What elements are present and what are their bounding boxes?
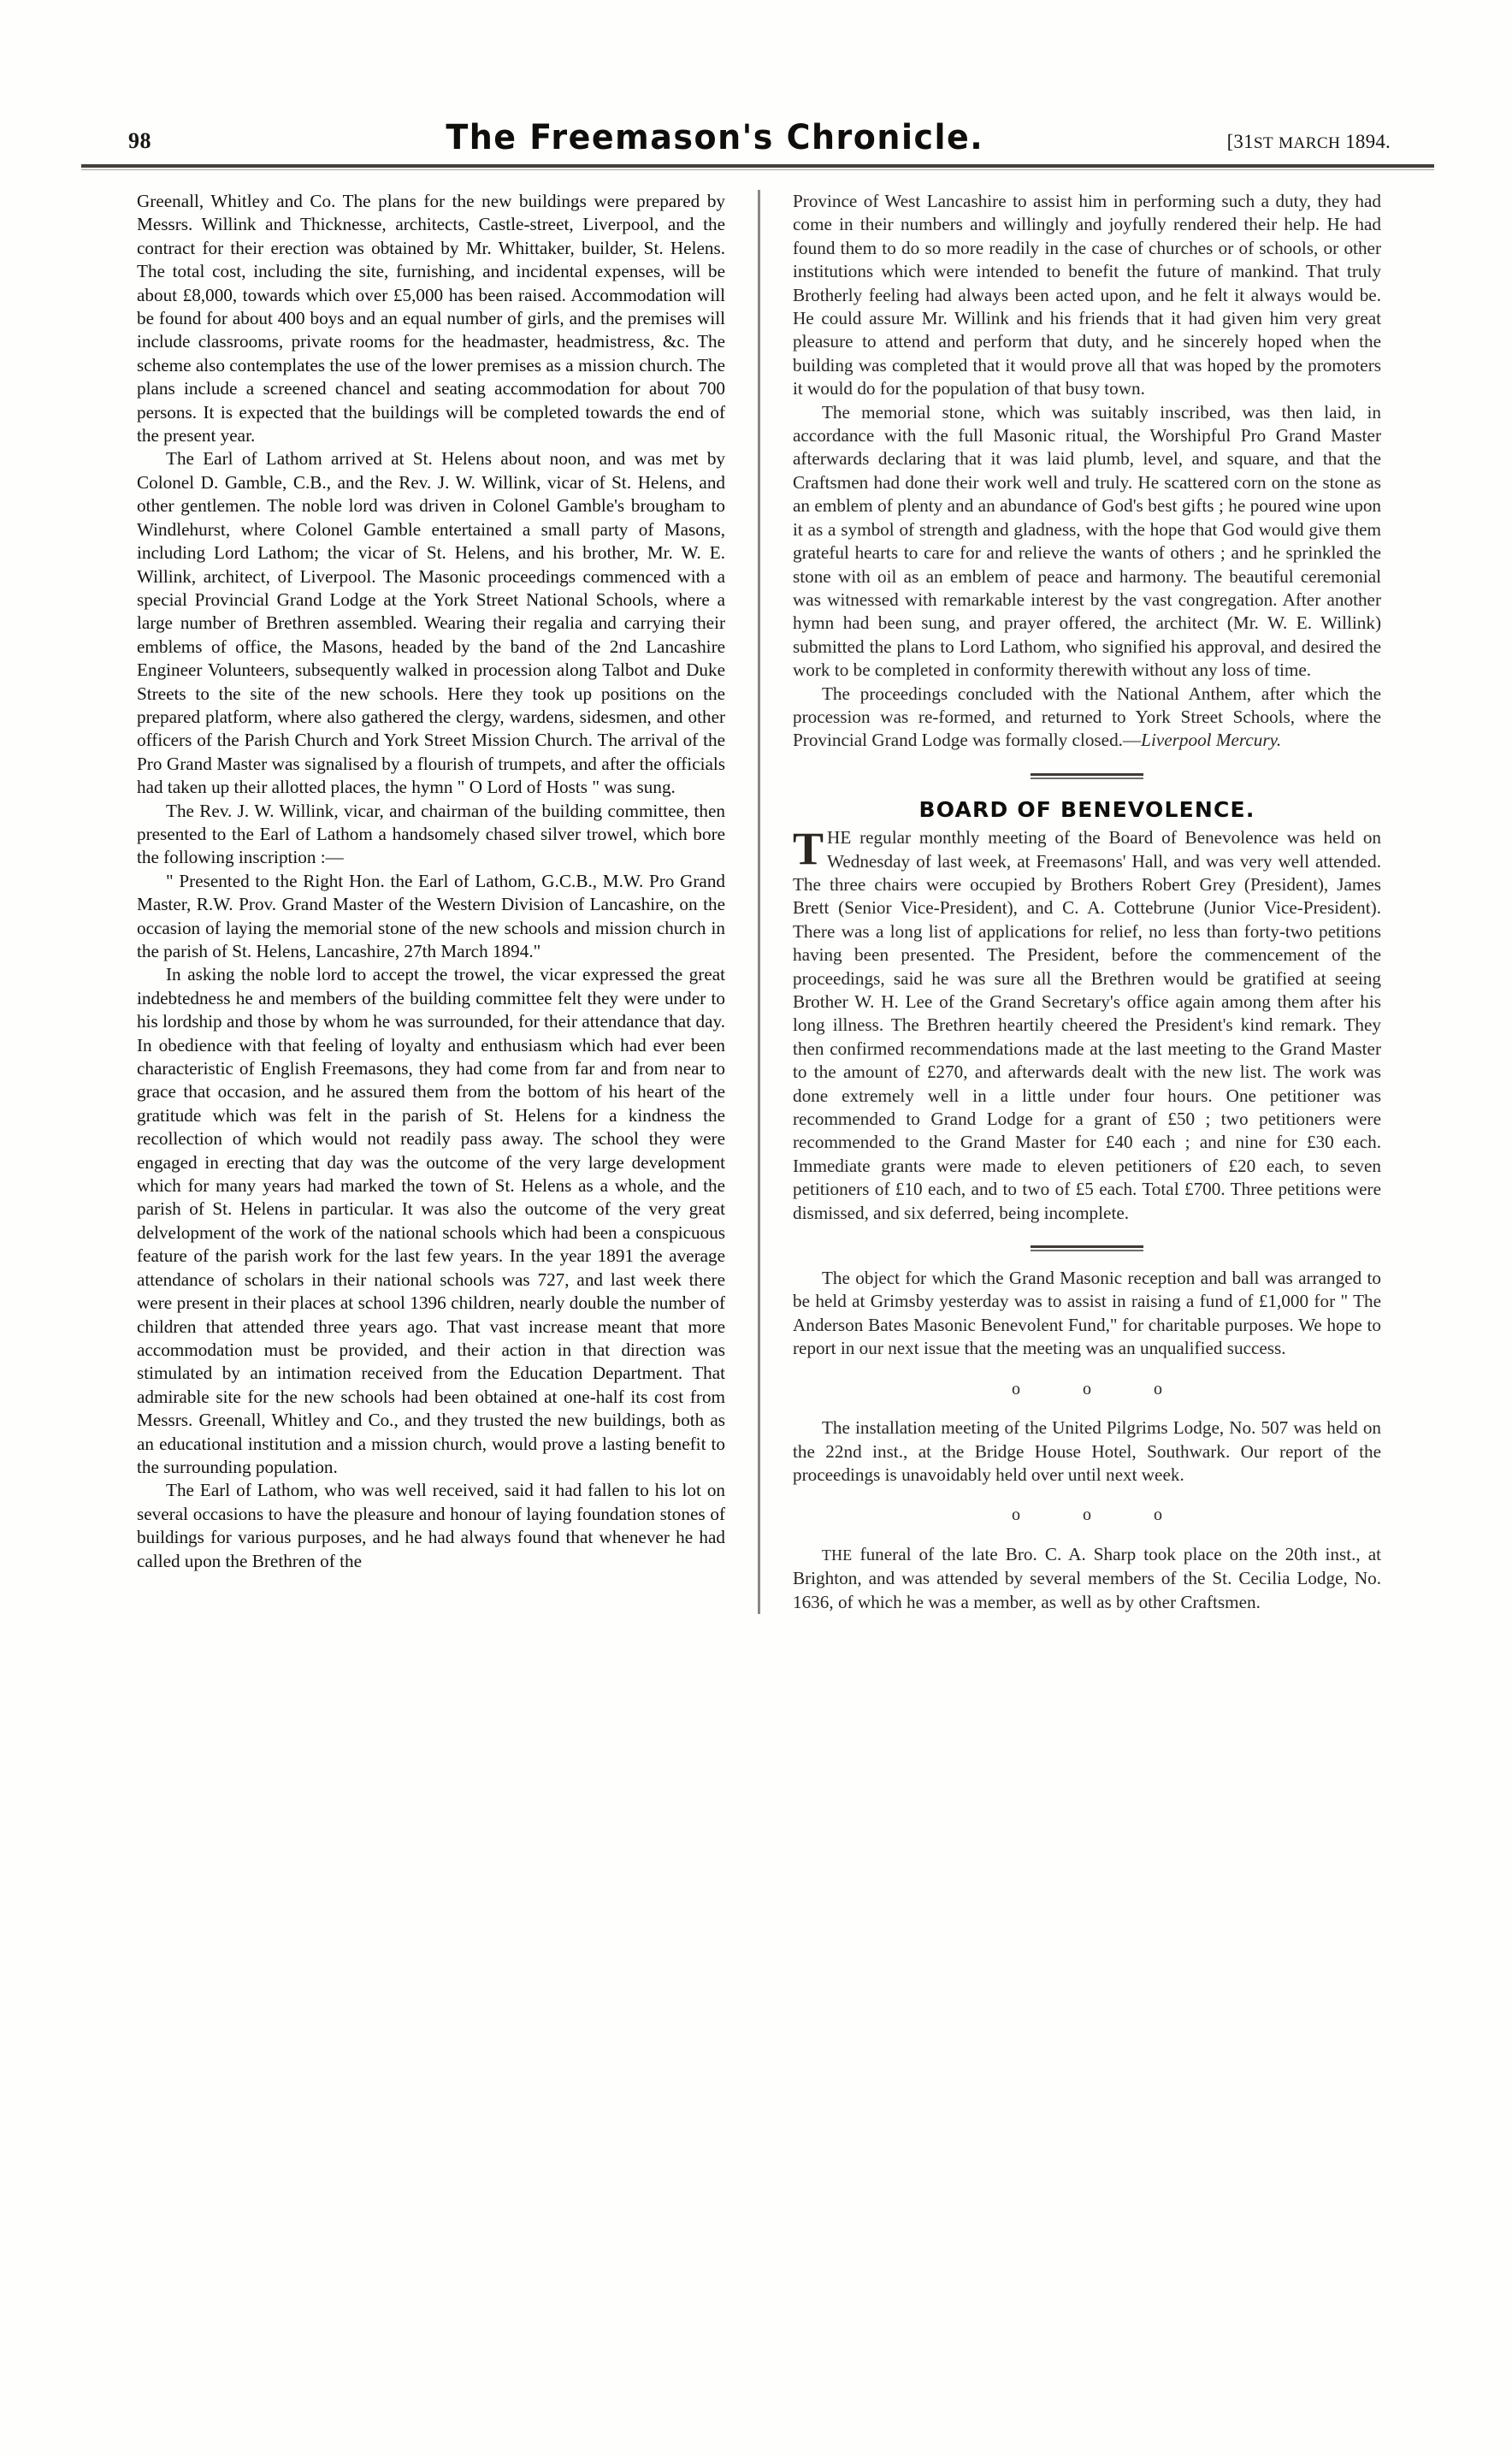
issue-date-month: MARCH bbox=[1278, 134, 1341, 152]
issue-date bbox=[1227, 131, 1391, 153]
section-paragraph-text: HE regular monthly meeting of the Board of Benevolence was held on Wednesday of last week, at Freemasons' Hall, and was very well attended. The three chairs were occupied by Brothers Robert Grey (President), James Brett (Senior Vice-President), and C. A. Cottebrune (Junior Vice-President). There was a long list of applications for relief, no less than forty-two petitions having been presented. The President, before the commencement of the proceedings, said he was sure all the Brethren would be gratified at seeing Brother W. H. Lee of the Grand Secretary's office again among them after his long illness. The Brethren heartily cheered the President's kind remark. They then confirmed recommendations made at the last meeting to the Grand Master to the amount of £270, and afterwards dealt with the new list. The work was done extremely well in a little under four hours. One petitioner was recommended to Grand Lodge for a grant of £50 ; two petitioners were recommended to the Grand Master for £40 each ; and nine for £30 each. Immediate grants were made to eleven petitioners of £20 each, to seven petitioners of £10 each, and to two of £5 each. Total £700. Three petitions were dismissed, and six deferred, being incomplete. bbox=[792, 827, 1382, 1223]
obituary-lead-smallcaps: THE bbox=[821, 1546, 853, 1564]
note-paragraph: The object for which the Grand Masonic reception and ball was arranged to be held at Grimsby yesterday was to assist in raising a fund of £1,000 for " The Anderson Bates Masonic Benevolent Fund," for charitable purposes. We hope to report in our next issue that the meeting was an unqualified success. bbox=[792, 1268, 1382, 1359]
paragraph: Province of West Lancashire to assist him in performing such a duty, they had come in their numbers and willingly and joyfully rendered their help. He had found them to do so more readily in the case of churches or of schools, or other institutions which were intended to benefit the future of mankind. That truly Brotherly feeling had always been acted upon, and he felt it always would be. He could assure Mr. Willink and his friends that it had given him very great pleasure to attend and perform that duty, and he sincerely hoped when the building was completed that it would prove all that was hoped by the promoters it would do for the population of that busy town. bbox=[792, 191, 1382, 399]
page-folio: 98 bbox=[128, 128, 151, 153]
dot-separator: o o o bbox=[1012, 1379, 1191, 1398]
paragraph: The Earl of Lathom, who was well received, said it had fallen to his lot on several occasions to have the pleasure and honour of laying foundation stones of buildings for various purposes, and he had always found that whenever he had called upon the Brethren of the bbox=[137, 1480, 726, 1571]
paragraph: Greenall, Whitley and Co. The plans for the new buildings were prepared by Messrs. Willink and Thicknesse, architects, Castle-street, Liverpool, and the contract for their erection was obtained by Mr. Whittaker, builder, St. Helens. The total cost, including the site, furnishing, and incidental expenses, will be about £8,000, towards which over £5,000 has been raised. Accommodation will be found for about 400 boys and an equal number of girls, and the premises will include classrooms, private rooms for the headmaster, headmistress, &c. The scheme also contemplates the use of the lower premises as a mission church. The plans include a screened chancel and seating accommodation for about 700 persons. It is expected that the buildings will be completed towards the end of the present year. bbox=[137, 191, 726, 446]
paragraph: The Earl of Lathom arrived at St. Helens about noon, and was met by Colonel D. Gamble, C.B., and the Rev. J. W. Willink, vicar of St. Helens, and other gentlemen. The noble lord was driven in Colonel Gamble's brougham to Windlehurst, where Colonel Gamble entertained a small party of Masons, including Lord Lathom; the vicar of St. Helens, and his brother, Mr. W. E. Willink, architect, of Liverpool. The Masonic proceedings commenced with a special Provincial Grand Lodge at the York Street National Schools, where a large number of Brethren assembled. Wearing their regalia and carrying their emblems of office, the Masons, headed by the band of the 2nd Lancashire Engineer Volunteers, subsequently walked in procession along Talbot and Duke Streets to the site of the new schools. Here they took up positions on the prepared platform, where also gathered the clergy, wardens, sidesmen, and other officers of the Parish Church and York Street Mission Church. The arrival of the Pro Grand Master was signalised by a flourish of trumpets, and after the officials had taken up their allotted places, the hymn " O Lord of Hosts " was sung. bbox=[137, 448, 726, 798]
column-left bbox=[137, 190, 747, 1614]
section-heading-board-of-benevolence: BOARD OF BENEVOLENCE. bbox=[918, 796, 1255, 822]
issue-date-ordinal: ST bbox=[1253, 134, 1273, 152]
issue-date-bracket: [31 bbox=[1226, 131, 1254, 152]
note-paragraph: The installation meeting of the United Pilgrims Lodge, No. 507 was held on the 22nd inst., at the Bridge House Hotel, Southwark. Our report of the proceedings is unavoidably held over until next week. bbox=[792, 1417, 1382, 1485]
source-attribution: Liverpool Mercury bbox=[1141, 730, 1277, 751]
dot-separator: o o o bbox=[1012, 1505, 1191, 1525]
obituary-paragraph bbox=[793, 1543, 1381, 1614]
header-rule bbox=[81, 164, 1434, 168]
drop-cap-letter: T bbox=[792, 823, 824, 875]
section-divider-rule bbox=[1031, 773, 1143, 776]
paragraph-with-source bbox=[793, 683, 1381, 753]
section-divider-rule bbox=[1031, 1245, 1143, 1248]
source-attribution-period: . bbox=[1276, 730, 1282, 751]
obituary-text: funeral of the late Bro. C. A. Sharp took place on the 20th inst., at Brighton, and was attended by several members of the St. Cecilia Lodge, No. 1636, of which he was a member, as well as by other Craftsmen. bbox=[792, 1543, 1382, 1612]
body-columns bbox=[137, 190, 1381, 1614]
column-right bbox=[771, 190, 1381, 1614]
paragraph-text: The proceedings concluded with the National Anthem, after which the procession was re-formed, and returned to York Street Schools, where the Provincial Grand Lodge was formally closed.— bbox=[792, 683, 1382, 751]
column-divider-rule bbox=[758, 190, 760, 1614]
paragraph: The memorial stone, which was suitably inscribed, was then laid, in accordance with the full Masonic ritual, the Worshipful Pro Grand Master afterwards declaring that it was laid plumb, level, and square, and that the Craftsmen had done their work well and truly. He scattered corn on the stone as an emblem of plenty and an abundance of God's best gifts ; he poured wine upon it as a symbol of strength and gladness, with the hope that God would give them grateful hearts to care for and relieve the wants of others ; and he sprinkled the stone with oil as an emblem of peace and harmony. The beautiful ceremonial was witnessed with remarkable interest by the vast congregation. After another hymn had been sung, and prayer offered, the architect (Mr. W. E. Willink) submitted the plans to Lord Lathom, who signified his approval, and desired the work to be completed in conformity therewith without any loss of time. bbox=[792, 401, 1382, 681]
paragraph: In asking the noble lord to accept the trowel, the vicar expressed the great indebtedness he and members of the building committee felt they were under to his lordship and those by whom he was surrounded, for their attendance that day. In obedience with that feeling of loyalty and enthusiasm which had ever been characteristic of English Freemasons, they had come from far and from near to grace that occasion, and he assured them from the bottom of his heart of the gratitude which was felt in the parish of St. Helens for a kindness the recollection of which would not readily pass away. The school they were engaged in erecting that day was the outcome of the very large development which for many years had marked the town of St. Helens as a whole, and the parish of St. Helens in particular. It was also the outcome of the very great delvelopment of the work of the national schools which had been a conspicuous feature of the parish work for the last few years. In the year 1891 the average attendance of scholars in their national schools was 727, and last week there were present in their places at school 1396 children, nearly double the number of children that attended three years ago. That vast increase meant that more accommodation must be provided, and their action in that direction was stimulated by an intimation received from the Education Department. That admirable site for the new schools had been obtained at one-half its cost from Messrs. Greenall, Whitley and Co., and they trusted the new buildings, both as an educational institution and a mission church, would prove a lasting benefit to the surrounding population. bbox=[137, 964, 726, 1477]
inscription-quote: " Presented to the Right Hon. the Earl of Lathom, G.C.B., M.W. Pro Grand Master, R.W. Prov. Grand Master of the Western Division of Lancashire, on the occasion of laying the memorial stone of the new schools and mission church in the parish of St. Helens, Lancashire, 27th March 1894." bbox=[137, 870, 726, 961]
paragraph: The Rev. J. W. Willink, vicar, and chairman of the building committee, then presented to the Earl of Lathom a handsomely chased silver trowel, which bore the following inscription :— bbox=[137, 800, 726, 868]
running-head bbox=[128, 118, 1391, 156]
section-opening-paragraph bbox=[792, 823, 1382, 1225]
journal-title: The Freemason's Chronicle. bbox=[446, 116, 984, 157]
issue-date-year: 1894. bbox=[1345, 131, 1391, 152]
